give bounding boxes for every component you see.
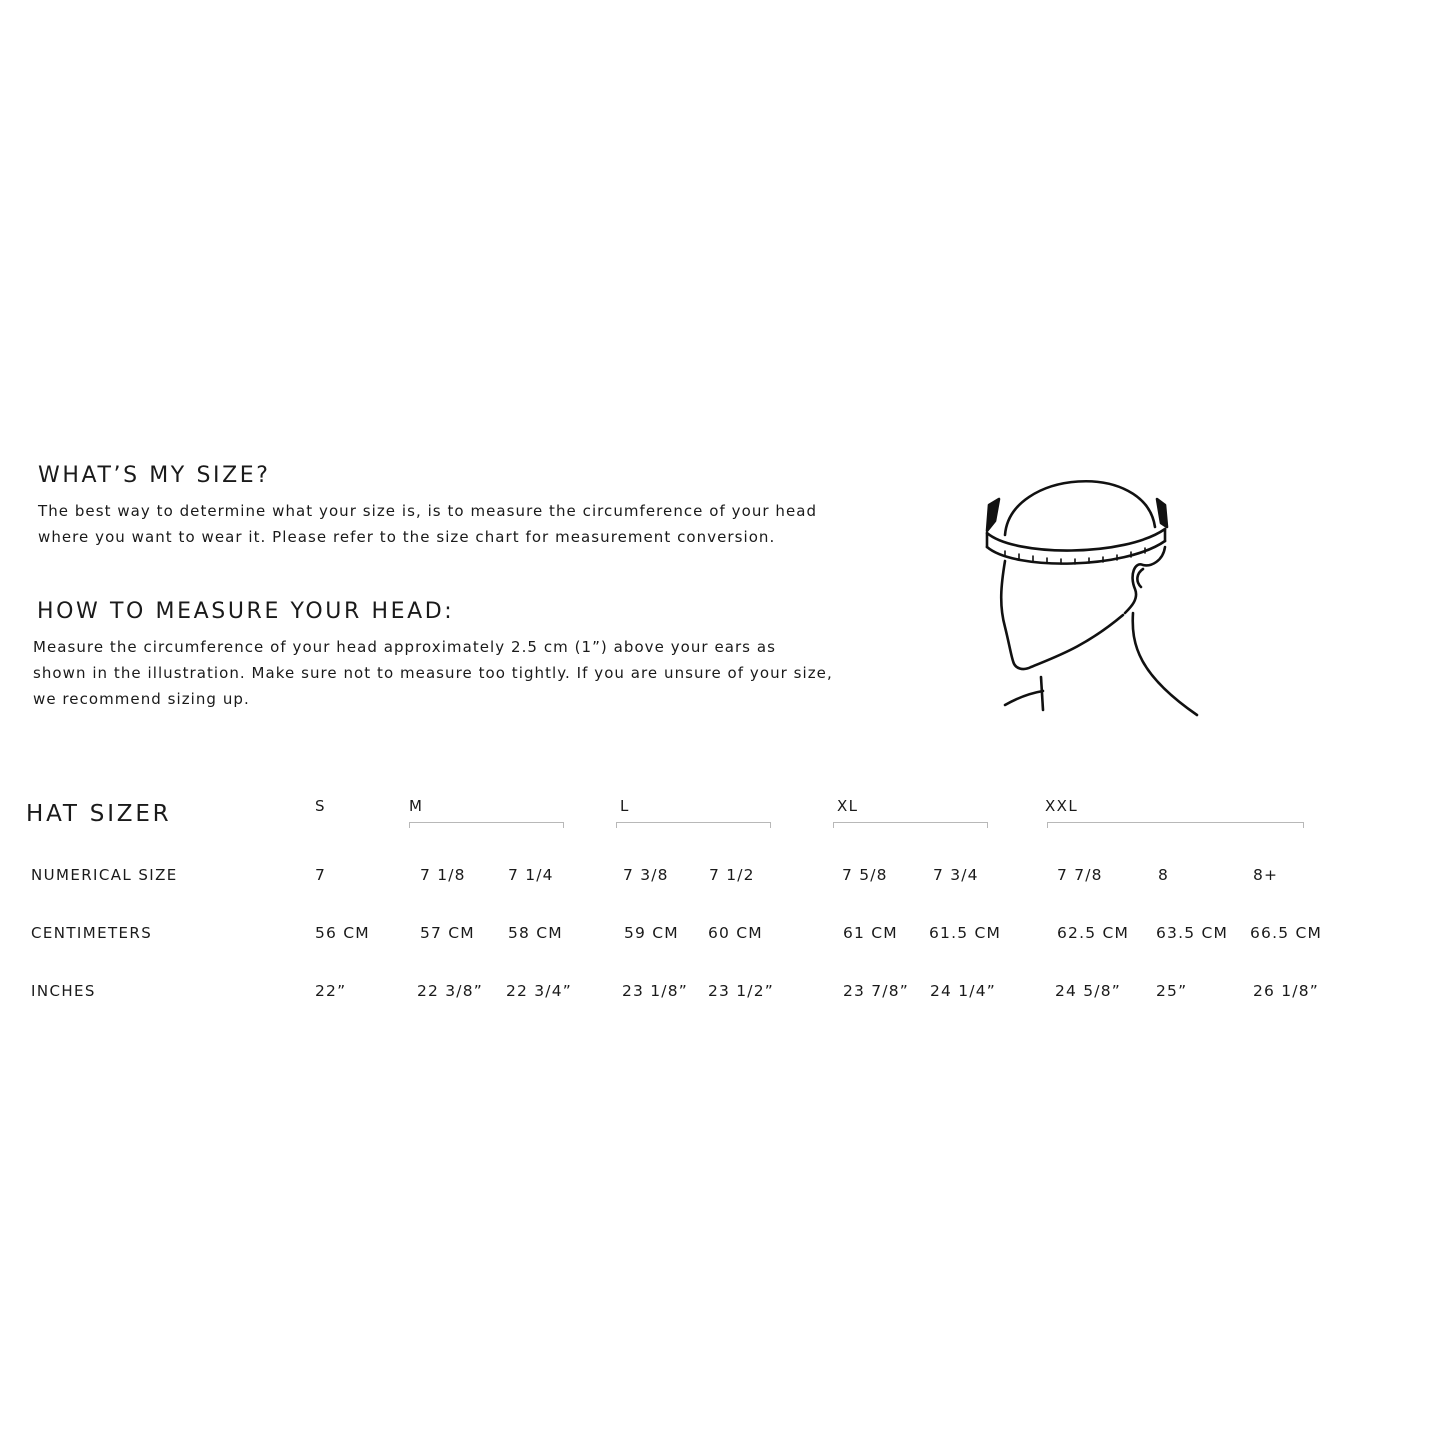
centimeters-cell: 59 CM [624,924,679,942]
inches-cell: 24 1/4” [930,982,997,1000]
centimeters-cell: 62.5 CM [1057,924,1130,942]
inches-cell: 22 3/4” [506,982,573,1000]
centimeters-cell: 56 CM [315,924,370,942]
inches-cell: 24 5/8” [1055,982,1122,1000]
row-label-centimeters: CENTIMETERS [31,924,153,942]
size-description: The best way to determine what your size is, is to measure the circumference of your head where you want to wear it. Please refer to the size chart for measurement conversion. [38,502,818,546]
numerical-cell: 7 [315,866,327,884]
numerical-cell: 7 1/8 [420,866,466,884]
size-label-m: M [409,797,424,815]
size-bracket-xl [833,822,988,828]
measure-description: Measure the circumference of your head approximately 2.5 cm (1”) above your ears as shown in the illustration. Make sure not to measure too tightly. If you are unsure of your size, we recommend sizing up. [33,638,833,708]
centimeters-cell: 61 CM [843,924,898,942]
centimeters-cell: 58 CM [508,924,563,942]
row-label-numerical: NUMERICAL SIZE [31,866,178,884]
inches-cell: 23 1/2” [708,982,775,1000]
numerical-cell: 7 7/8 [1057,866,1103,884]
inches-cell: 22” [315,982,347,1000]
centimeters-cell: 60 CM [708,924,763,942]
size-label-xxl: XXL [1045,797,1079,815]
size-label-l: L [620,797,630,815]
inches-cell: 23 7/8” [843,982,910,1000]
inches-cell: 22 3/8” [417,982,484,1000]
measure-heading: HOW TO MEASURE YOUR HEAD: [37,599,455,624]
numerical-cell: 7 3/8 [623,866,669,884]
numerical-cell: 7 1/2 [709,866,755,884]
row-label-inches: INCHES [31,982,96,1000]
inches-cell: 25” [1156,982,1188,1000]
centimeters-cell: 63.5 CM [1156,924,1229,942]
centimeters-cell: 66.5 CM [1250,924,1323,942]
size-label-xl: XL [837,797,859,815]
inches-cell: 23 1/8” [622,982,689,1000]
numerical-cell: 7 5/8 [842,866,888,884]
inches-cell: 26 1/8” [1253,982,1320,1000]
head-measurement-icon [975,465,1210,725]
hat-sizer-title: HAT SIZER [26,801,172,827]
size-heading: WHAT’S MY SIZE? [38,463,271,488]
numerical-cell: 7 3/4 [933,866,979,884]
centimeters-cell: 57 CM [420,924,475,942]
size-bracket-xxl [1047,822,1304,828]
size-bracket-l [616,822,771,828]
centimeters-cell: 61.5 CM [929,924,1002,942]
numerical-cell: 7 1/4 [508,866,554,884]
size-label-s: S [315,797,326,815]
size-bracket-m [409,822,564,828]
numerical-cell: 8 [1158,866,1170,884]
numerical-cell: 8+ [1253,866,1279,884]
